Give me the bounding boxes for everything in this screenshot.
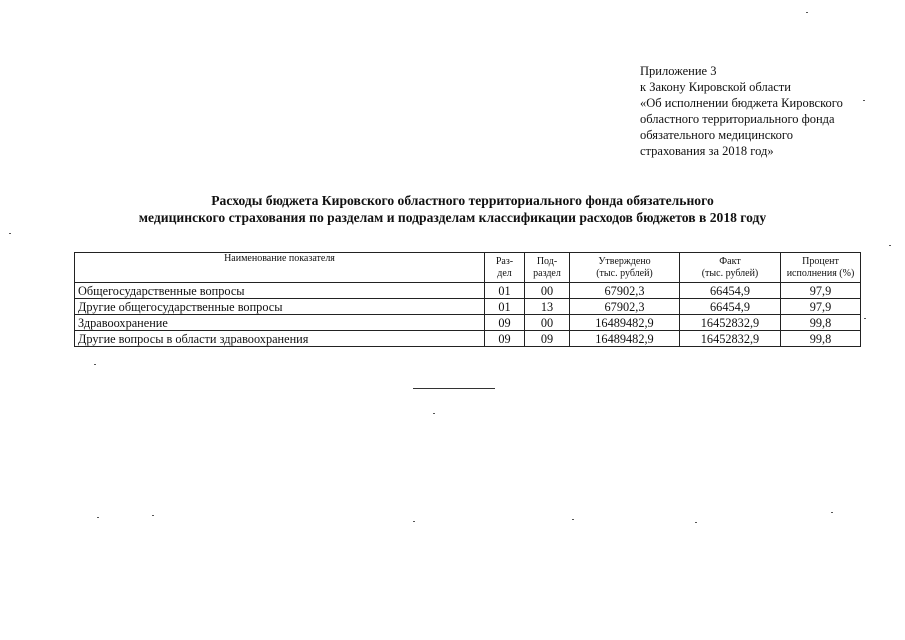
scan-speck — [806, 12, 808, 13]
cell-percent: 99,8 — [781, 315, 861, 331]
cell-approved: 16489482,9 — [570, 331, 680, 347]
cell-subsection: 00 — [525, 315, 570, 331]
cell-name: Общегосударственные вопросы — [75, 283, 485, 299]
header-approved — [570, 253, 680, 283]
appendix-line: областного территориального фонда — [640, 112, 835, 126]
cell-actual: 16452832,9 — [680, 331, 781, 347]
header-actual-line: Факт — [719, 255, 741, 267]
table-row — [75, 283, 861, 299]
closing-divider — [413, 388, 495, 389]
cell-approved: 67902,3 — [570, 283, 680, 299]
table-row — [75, 315, 861, 331]
scan-speck — [889, 245, 891, 246]
table-row — [75, 299, 861, 315]
scan-speck — [831, 512, 833, 513]
cell-subsection: 00 — [525, 283, 570, 299]
cell-actual: 16452832,9 — [680, 315, 781, 331]
cell-section: 09 — [485, 331, 525, 347]
scan-speck — [413, 521, 415, 522]
cell-subsection: 13 — [525, 299, 570, 315]
scan-speck — [572, 519, 574, 520]
appendix-line: обязательного медицинского — [640, 128, 794, 142]
header-percent-line: исполнения (%) — [786, 267, 855, 279]
scan-speck — [863, 100, 865, 101]
appendix-block — [640, 63, 843, 159]
header-section — [485, 253, 525, 283]
appendix-line: Приложение 3 — [640, 64, 717, 78]
title-line-2: медицинского страхования по разделам и подразделам классификации расходов бюджетов в 2018 году — [138, 210, 767, 225]
header-actual-line: (тыс. рублей) — [701, 267, 759, 279]
header-approved-line: (тыс. рублей) — [596, 267, 653, 279]
cell-name: Другие общегосударственные вопросы — [75, 299, 485, 315]
scan-speck — [695, 522, 697, 523]
header-percent — [781, 253, 861, 283]
scan-speck — [864, 318, 866, 319]
cell-percent: 97,9 — [781, 299, 861, 315]
header-section-line: дел — [497, 267, 512, 279]
cell-section: 01 — [485, 283, 525, 299]
cell-name: Здравоохранение — [75, 315, 485, 331]
cell-name: Другие вопросы в области здравоохранения — [75, 331, 485, 347]
header-section-line: Раз- — [495, 255, 514, 267]
header-subsection-line: раздел — [533, 267, 561, 279]
header-name — [75, 253, 485, 283]
table-row — [75, 331, 861, 347]
scan-speck — [152, 515, 154, 516]
cell-percent: 97,9 — [781, 283, 861, 299]
scan-speck — [9, 233, 11, 234]
header-name-text: Наименование показателя — [224, 253, 335, 264]
document-title — [0, 192, 905, 226]
scan-speck — [94, 364, 96, 365]
title-line-1: Расходы бюджета Кировского областного территориального фонда обязательного — [211, 193, 714, 208]
appendix-line: страхования за 2018 год» — [640, 144, 774, 158]
header-percent-line: Процент — [802, 255, 839, 267]
appendix-line: «Об исполнении бюджета Кировского — [640, 96, 843, 110]
cell-approved: 16489482,9 — [570, 315, 680, 331]
cell-percent: 99,8 — [781, 331, 861, 347]
scan-speck — [97, 517, 99, 518]
header-approved-line: Утверждено — [598, 255, 651, 267]
cell-subsection: 09 — [525, 331, 570, 347]
cell-approved: 67902,3 — [570, 299, 680, 315]
header-subsection — [525, 253, 570, 283]
cell-section: 09 — [485, 315, 525, 331]
cell-actual: 66454,9 — [680, 299, 781, 315]
expenses-table — [74, 252, 861, 347]
scan-speck — [433, 413, 435, 414]
header-subsection-line: Под- — [536, 255, 558, 267]
cell-section: 01 — [485, 299, 525, 315]
table-header-row — [75, 253, 861, 283]
cell-actual: 66454,9 — [680, 283, 781, 299]
header-actual — [680, 253, 781, 283]
appendix-line: к Закону Кировской области — [640, 80, 791, 94]
